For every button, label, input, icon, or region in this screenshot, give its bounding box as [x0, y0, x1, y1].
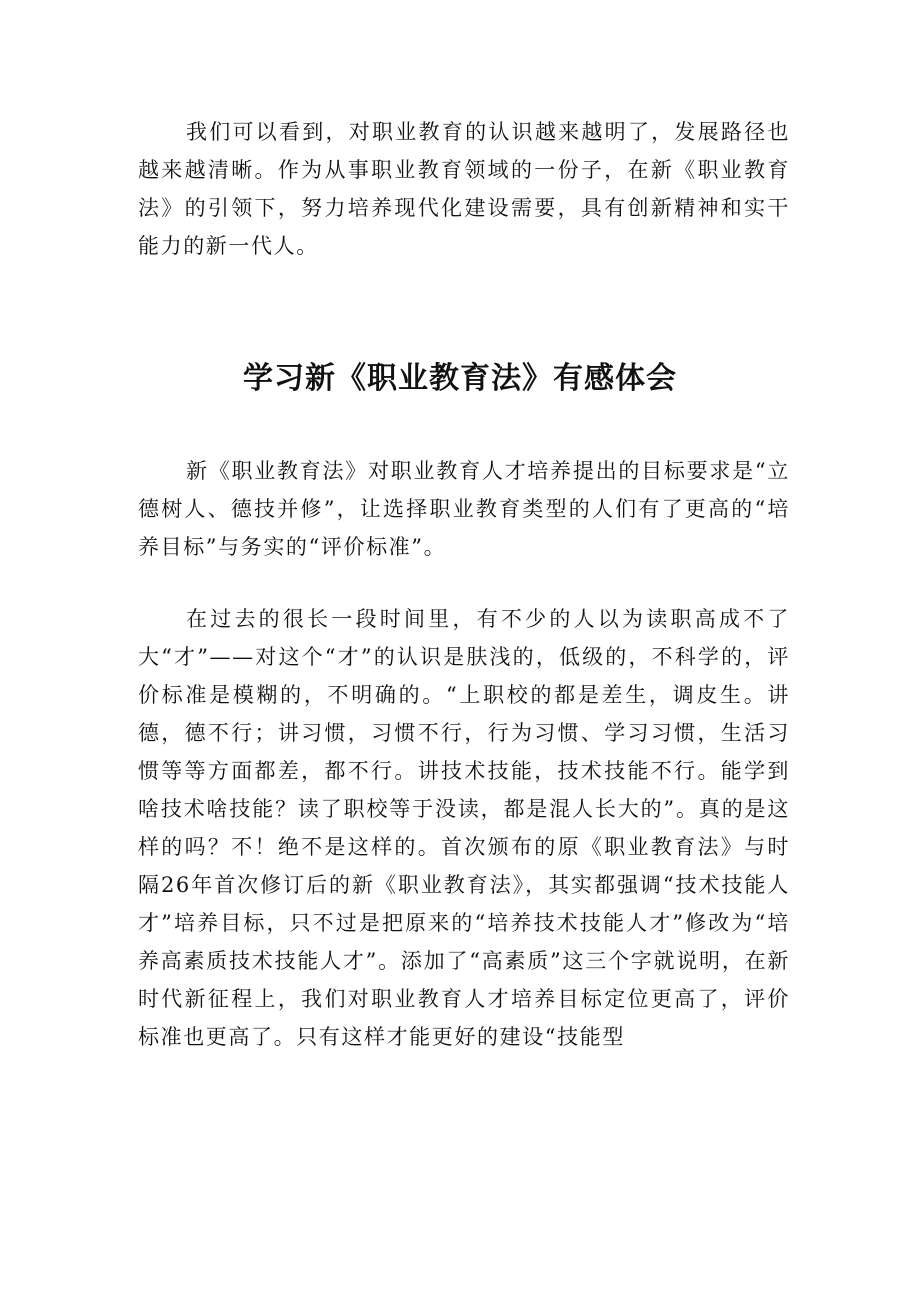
article-title: 学习新《职业教育法》有感体会	[243, 361, 677, 396]
body-paragraph: 在过去的很长一段时间里，有不少的人以为读职高成不了大“才”——对这个“才”的认识是肤浅的，低级的，不科学的，评价标准是模糊的，不明确的。“上职校的都是差生，调皮生。讲德，德不行；讲习惯，习惯不行，行为习惯、学习习惯，生活习惯等等方面都差，都不行。讲技术技能，技术技能不行。能学到啥技术啥技能？读了职校等于没读，都是混人长大的”。真的是这样的吗？不！绝不是这样的。首次颁布的原《职业教育法》与时隔26年首次修订后的新《职业教育法》，其实都强调“技术技能人才”培养目标，只不过是把原来的“培养技术技能人才”修改为“培养高素质技术技能人才”。添加了“高素质”这三个字就说明，在新时代新征程上，我们对职业教育人才培养目标定位更高了，评价标准也更高了。只有这样才能更好的建设“技能型	[138, 607, 790, 1049]
body-paragraph: 新《职业教育法》对职业教育人才培养提出的目标要求是“立德树人、德技并修”，让选择职业教育类型的人们有了更高的“培养目标”与务实的“评价标准”。	[138, 459, 790, 559]
intro-paragraph: 我们可以看到，对职业教育的认识越来越明了，发展路径也越来越清晰。作为从事职业教育领域的一份子，在新《职业教育法》的引领下，努力培养现代化建设需要，具有创新精神和实干能力的新一代人。	[138, 120, 790, 258]
